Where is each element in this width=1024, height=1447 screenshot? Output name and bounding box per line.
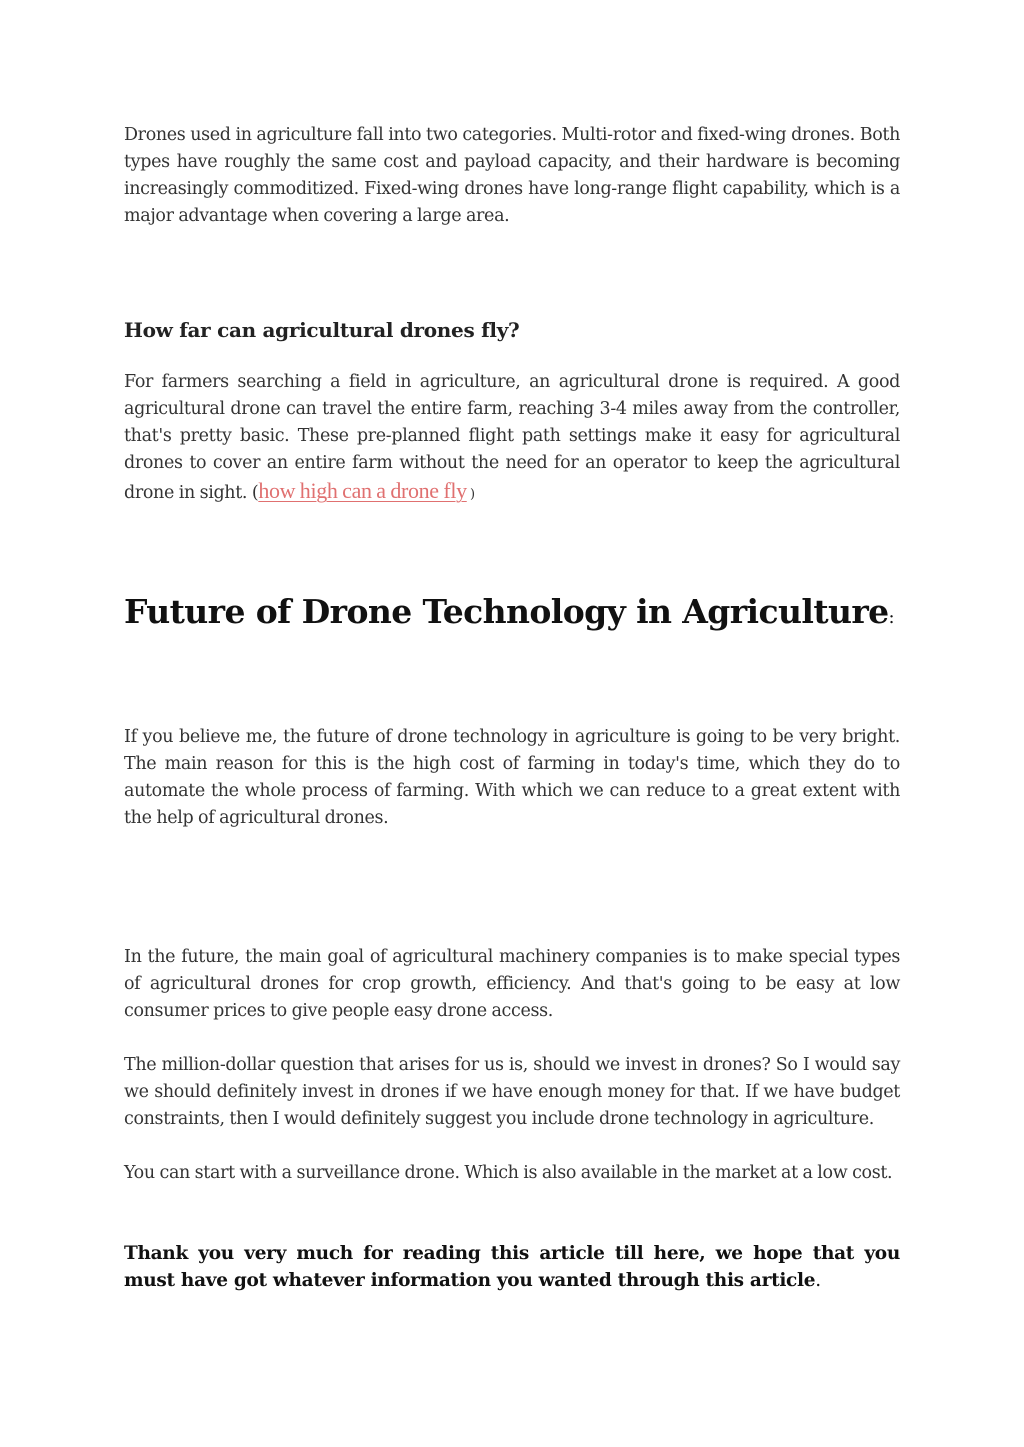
invest-paragraph: The million-dollar question that arises for us is, should we invest in drones? So I would say we should definitely invest in drones if we have enough money for that. If we have budget constraints, then I would definitely suggest you include drone technology in agriculture. bbox=[124, 1055, 900, 1129]
closing-paragraph bbox=[124, 1240, 900, 1294]
intro-paragraph: Drones used in agriculture fall into two categories. Multi-rotor and fixed-wing drones. Both types have roughly the same cost and payload capacity, and their hardware is becoming increasingly commoditized. Fixed-wing drones have long-range flight capability, which is a major advantage when covering a large area. bbox=[124, 125, 900, 226]
range-paragraph-close: ) bbox=[466, 487, 475, 502]
future-section-title-text: Future of Drone Technology in Agriculture bbox=[124, 592, 889, 631]
surveillance-paragraph: You can start with a surveillance drone. Which is also available in the market at a low cost. bbox=[124, 1163, 893, 1183]
future-section-title-colon: : bbox=[888, 607, 895, 628]
closing-paragraph-period: . bbox=[815, 1270, 821, 1291]
range-paragraph bbox=[124, 369, 900, 508]
future-paragraph-2: In the future, the main goal of agricultural machinery companies is to make special types of agricultural drones for crop growth, efficiency. And that's going to be easy at low consumer prices to give people easy drone access. bbox=[124, 947, 900, 1021]
range-paragraph-text: For farmers searching a field in agriculture, an agricultural drone is required. A good agricultural drone can travel the entire farm, reaching 3-4 miles away from the controller, that's pretty basic. These pre-planned flight path settings make it easy for agricultural drones to cover an entire farm without the need for an operator to keep the agricultural drone in sight. ( bbox=[124, 372, 900, 503]
future-paragraph-1: If you believe me, the future of drone technology in agriculture is going to be very bright. The main reason for this is the high cost of farming in today's time, which they do to automate the whole process of farming. With which we can reduce to a great extent with the help of agricultural drones. bbox=[124, 727, 900, 828]
drone-height-link[interactable]: how high can a drone fly bbox=[258, 478, 467, 503]
closing-paragraph-text: Thank you very much for reading this article till here, we hope that you must have got whatever information you wanted through this article bbox=[124, 1243, 900, 1291]
future-section-title bbox=[124, 592, 900, 631]
range-question-heading: How far can agricultural drones fly? bbox=[124, 318, 520, 342]
